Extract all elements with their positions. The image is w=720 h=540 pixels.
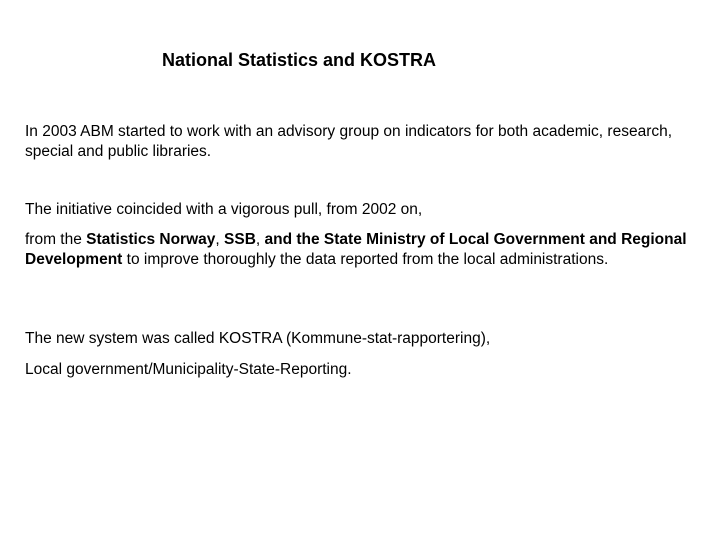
paragraph-kostra-meaning: Local government/Municipality-State-Reporting. <box>25 361 352 378</box>
state-ministry-label: and the State Ministry of Local Government and Regional Development <box>25 231 687 268</box>
paragraph-abm-advisory-group: In 2003 ABM started to work with an advisory group on indicators for both academic, research, special and public libraries. <box>25 123 673 160</box>
paragraph-initiative: The initiative coincided with a vigorous pull, from 2002 on, <box>25 201 423 218</box>
slide-title: National Statistics and KOSTRA <box>162 50 437 70</box>
ssb-label: SSB <box>224 231 256 248</box>
paragraph-text-segment: , <box>255 231 265 248</box>
paragraph-kostra-system: The new system was called KOSTRA (Kommune-stat-rapportering), <box>25 330 491 347</box>
paragraph-ssb-ministry <box>25 230 695 270</box>
statistics-norway-label: Statistics Norway <box>86 231 216 248</box>
paragraph-text-segment: , <box>215 231 225 248</box>
paragraph-text-segment: from the <box>25 231 87 248</box>
paragraph-text-segment: to improve thoroughly the data reported from the local administrations. <box>122 251 609 268</box>
